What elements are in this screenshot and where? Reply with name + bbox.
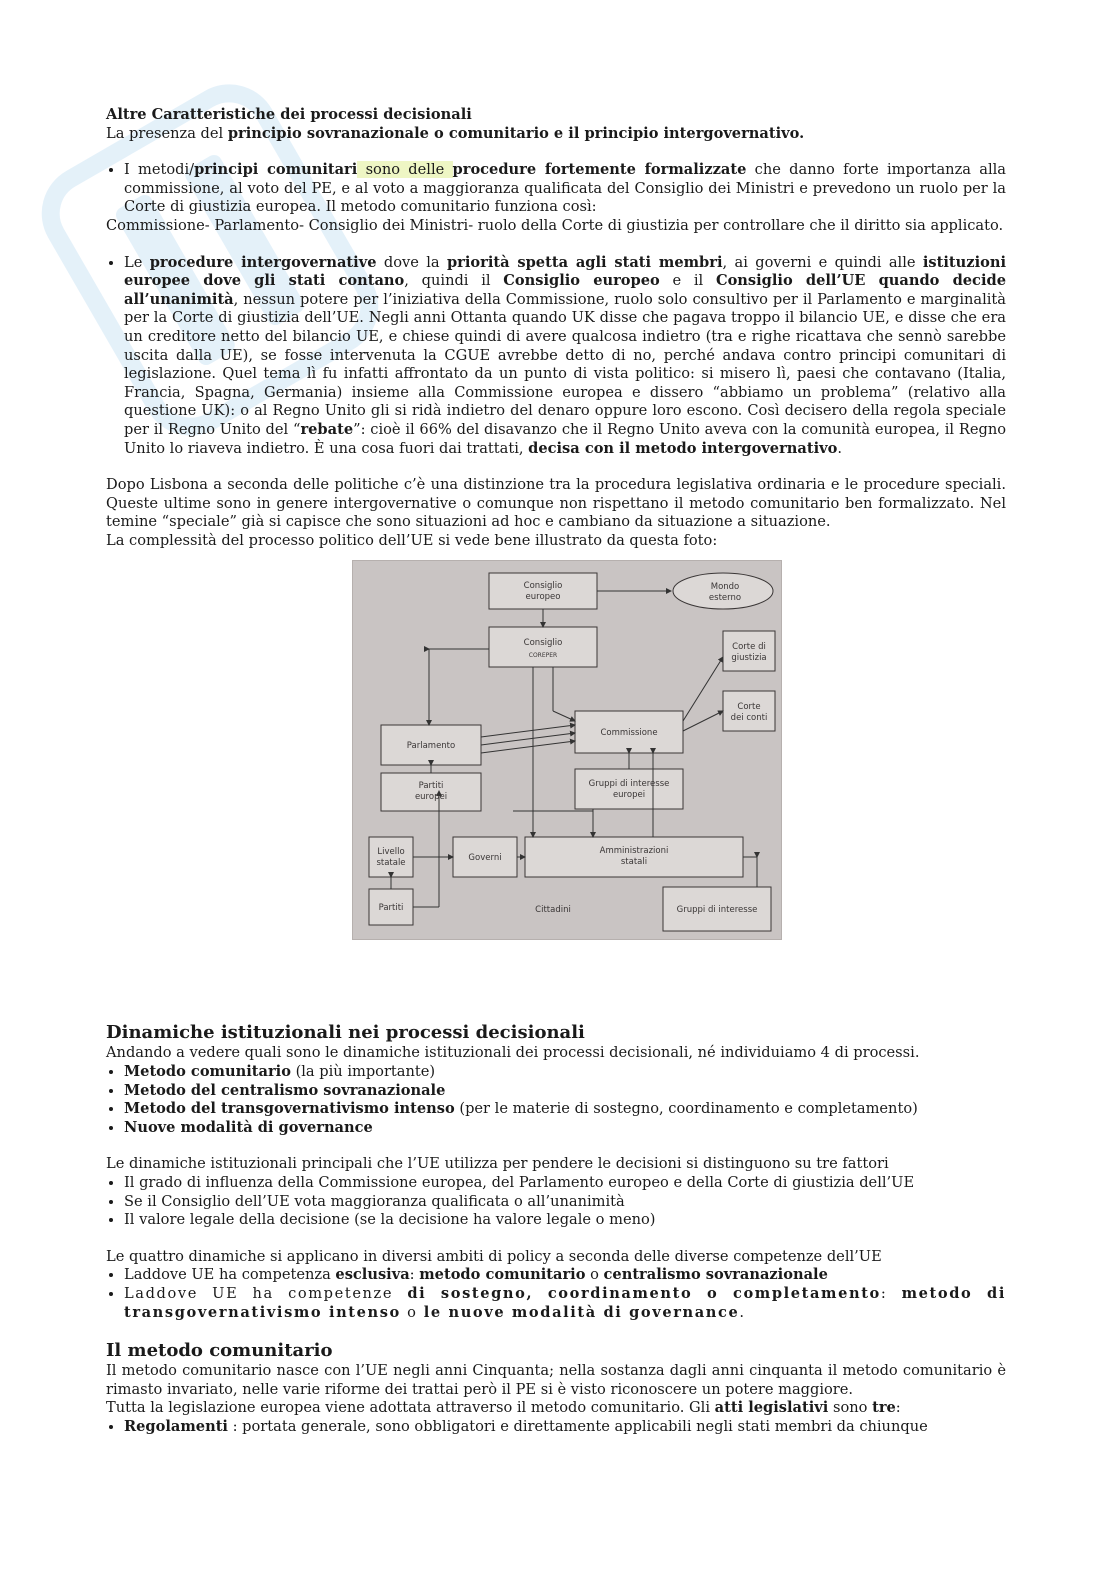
label-governi: Governi [468,853,502,864]
list-item: • Metodo comunitario (la più importante) [124,1063,1006,1082]
apply-list [106,1266,1006,1322]
commission-line: Commissione- Parlamento- Consiglio dei Ministri- ruolo della Corte di giustizia per controllare che il diritto sia applicato. [106,216,1004,234]
apply-intro: Le quattro dinamiche si applicano in diversi ambiti di policy a seconda delle diverse competenze dell’UE [106,1247,882,1265]
list-item: • Nuove modalità di governance [124,1119,1006,1138]
bullet-list-comunitari [106,161,1006,217]
label-partiti-europei-2: europei [414,792,448,803]
label-consiglio-europeo-1: Consiglio [523,581,563,592]
box-livello-statale [369,837,413,877]
intro-paragraph: La presenza del principio sovranazionale o comunitario e il principio intergovernativo. [106,124,805,142]
box-consiglio-europeo [489,573,597,609]
bullet-list-intergovernative [106,254,1006,459]
list-item: • Laddove UE ha competenze di sostegno, coordinamento o completamento: metodo di transgovernativismo intenso o le nuove modalità di governance. [124,1285,1006,1322]
list-item: • Metodo del centralismo sovranazionale [124,1082,1006,1101]
label-corte-giustizia-1: Corte di [732,642,766,653]
label-amministrazioni-2: statali [620,857,648,868]
label-corte-giustizia-2: giustizia [731,653,767,664]
label-consiglio-coreper-1: Consiglio [523,638,563,649]
section-title-dinamiche: Dinamiche istituzionali nei processi decisionali [106,1022,585,1044]
label-livello-2: statale [376,858,406,869]
metodo-paragraph-2: Tutta la legislazione europea viene adottata attraverso il metodo comunitario. Gli atti legislativi sono tre: [106,1399,901,1417]
box-gruppi-europei [575,769,683,809]
label-livello-1: Livello [377,847,405,858]
label-corte-conti-2: dei conti [730,713,768,724]
section-title-caratteristiche: Altre Caratteristiche dei processi decisionali [106,106,472,123]
list-item: • Regolamenti : portata generale, sono obbligatori e direttamente applicabili negli stati membri da chiunque [124,1418,1006,1437]
label-corte-conti-1: Corte [737,702,761,713]
eu-process-photo [352,560,782,940]
photo-intro: La complessità del processo politico dell’UE si vede bene illustrato da questa foto: [106,531,718,549]
label-gruppi-europei-1: Gruppi di interesse [588,779,670,790]
factors-list [106,1174,1006,1230]
dinamiche-intro: Andando a vedere quali sono le dinamiche istituzionali dei processi decisionali, né individuiamo 4 di processi. [106,1044,920,1062]
label-gruppi-europei-2: europei [612,790,646,801]
lisbona-paragraph: Dopo Lisbona a seconda delle politiche c’è una distinzione tra la procedura legislativa ordinaria e le procedure speciali. Queste ultime sono in genere intergovernative o comunque non rispettano il metodo comunitario ben formalizzato. Nel temine “speciale” già si capisce che sono situazioni ad hoc e cambiano da situazione a situazione. [106,476,1006,531]
label-partiti: Partiti [378,903,404,914]
list-item: • Se il Consiglio dell’UE vota maggioranza qualificata o all’unanimità [124,1193,1006,1212]
list-item: • Metodo del transgovernativismo intenso (per le materie di sostegno, coordinamento e completamento) [124,1100,1006,1119]
list-item: • Laddove UE ha competenza esclusiva: metodo comunitario o centralismo sovranazionale [124,1266,1006,1285]
label-mondo-1: Mondo [710,582,740,593]
list-item: • Il valore legale della decisione (se la decisione ha valore legale o meno) [124,1211,1006,1230]
document-page [106,106,1006,1437]
label-gruppi-interesse: Gruppi di interesse [676,905,758,916]
factors-intro: Le dinamiche istituzionali principali che l’UE utilizza per pendere le decisioni si distinguono su tre fattori [106,1155,889,1173]
list-item: • Il grado di influenza della Commissione europea, del Parlamento europeo e della Corte di giustizia dell’UE [124,1174,1006,1193]
label-cittadini: Cittadini [535,905,571,916]
label-mondo-2: esterno [708,593,742,604]
eu-process-diagram [353,561,781,939]
label-commissione: Commissione [600,728,658,739]
label-partiti-europei-1: Partiti [418,781,444,792]
atti-list [106,1418,1006,1437]
list-item: • Le procedure intergovernative dove la priorità spetta agli stati membri, ai governi e quindi alle istituzioni europee dove gli stati contano, quindi il Consiglio europeo e il Consiglio dell’UE quando decide all’unanimità, nessun potere per l’iniziativa della Commissione, ruolo solo consultivo per il Parlamento e marginalità per la Corte di giustizia dell’UE. Negli anni Ottanta quando UK disse che pagava troppo il bilancio UE, e disse che era un creditore netto del bilancio UE, e chiese quindi di avere qualcosa indietro (tra e righe ricattava che sennò sarebbe uscita dalla UE), se fosse intervenuta la CGUE avrebbe detto di no, perché andava contro principi comunitari di legislazione. Quel tema lì fu infatti affrontato da un punto di vista politico: si misero lì, paesi che contavano (Italia, Francia, Spagna, Germania) insieme alla Commissione europea e dissero “abbiamo un problema” (relativo alla questione UK): o al Regno Unito gli si ridà indietro del denaro oppure loro escono. Così decisero della regola speciale per il Regno Unito del “rebate”: cioè il 66% del disavanzo che il Regno Unito aveva con la comunità europea, il Regno Unito lo riaveva indietro. È una cosa fuori dai trattati, decisa con il metodo intergovernativo. [124,254,1006,459]
figure-container [106,560,1006,940]
label-parlamento: Parlamento [406,741,456,752]
list-item: • I metodi/principi comunitari sono delle procedure fortemente formalizzate che danno forte importanza alla commissione, al voto del PE, e al voto a maggioranza qualificata del Consiglio dei Ministri e prevedono un ruolo per la Corte di giustizia europea. Il metodo comunitario funziona così: [124,161,1006,217]
label-amministrazioni-1: Amministrazioni [599,846,669,857]
label-consiglio-europeo-2: europeo [525,592,561,603]
metodo-paragraph-1: Il metodo comunitario nasce con l’UE negli anni Cinquanta; nella sostanza dagli anni cinquanta il metodo comunitario è rimasto invariato, nelle varie riforme dei trattai però il PE si è visto riconoscere un potere maggiore. [106,1362,1006,1398]
dinamiche-list [106,1063,1006,1137]
section-title-metodo: Il metodo comunitario [106,1340,333,1362]
label-consiglio-coreper-2: COREPER [528,652,558,660]
